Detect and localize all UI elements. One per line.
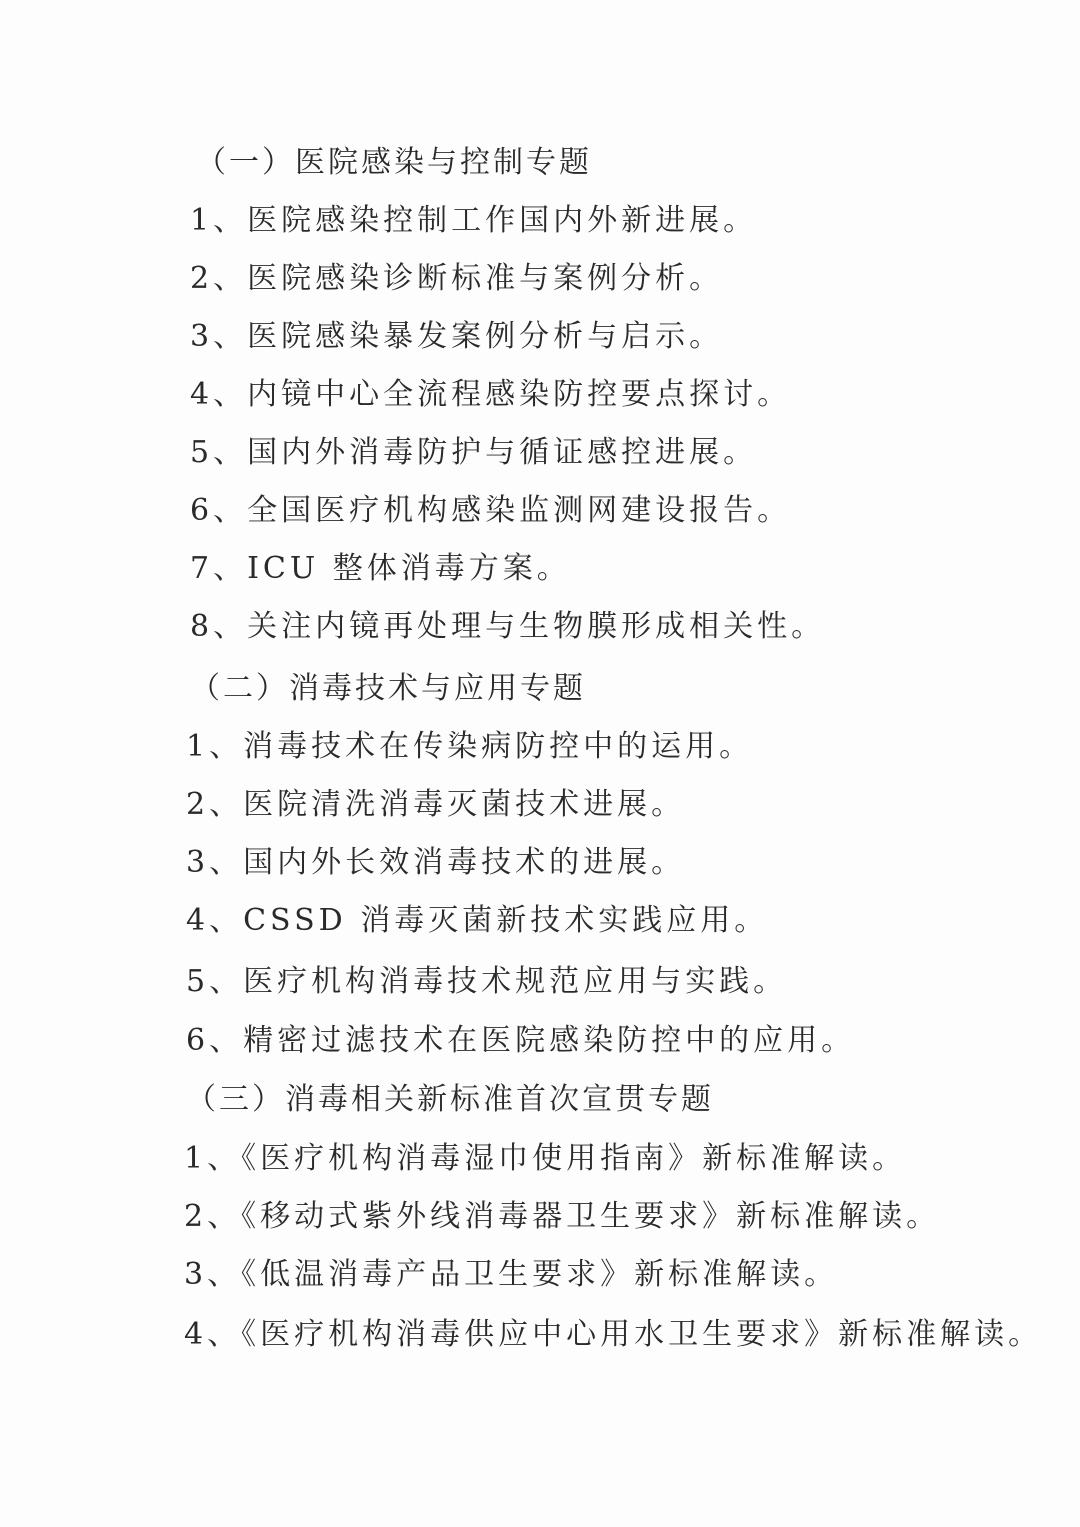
list-item: 7、ICU 整体消毒方案。	[190, 551, 571, 586]
list-item: 3、国内外长效消毒技术的进展。	[186, 845, 686, 880]
list-item: 1、医院感染控制工作国内外新进展。	[190, 203, 758, 238]
section-heading: （三）消毒相关新标准首次宣贯专题	[186, 1082, 714, 1117]
list-item: 3、医院感染暴发案例分析与启示。	[190, 319, 724, 354]
section-heading: （二）消毒技术与应用专题	[190, 671, 586, 706]
list-item: 5、国内外消毒防护与循证感控进展。	[190, 435, 758, 470]
list-item: 6、全国医疗机构感染监测网建设报告。	[190, 493, 792, 528]
list-item: 1、《医疗机构消毒湿巾使用指南》新标准解读。	[184, 1141, 907, 1176]
list-item: 6、精密过滤技术在医院感染防控中的应用。	[186, 1023, 856, 1058]
list-item: 2、医院感染诊断标准与案例分析。	[190, 261, 724, 296]
list-item: 5、医疗机构消毒技术规范应用与实践。	[186, 964, 788, 999]
list-item: 4、CSSD 消毒灭菌新技术实践应用。	[186, 903, 769, 938]
list-item: 8、关注内镜再处理与生物膜形成相关性。	[190, 609, 826, 644]
list-item: 2、医院清洗消毒灭菌技术进展。	[186, 787, 686, 822]
list-item: 3、《低温消毒产品卫生要求》新标准解读。	[184, 1257, 839, 1292]
list-item: 4、《医疗机构消毒供应中心用水卫生要求》新标准解读。	[184, 1317, 1043, 1352]
list-item: 4、内镜中心全流程感染防控要点探讨。	[190, 377, 792, 412]
section-heading: （一）医院感染与控制专题	[196, 145, 592, 180]
list-item: 1、消毒技术在传染病防控中的运用。	[186, 729, 754, 764]
list-item: 2、《移动式紫外线消毒器卫生要求》新标准解读。	[184, 1199, 941, 1234]
